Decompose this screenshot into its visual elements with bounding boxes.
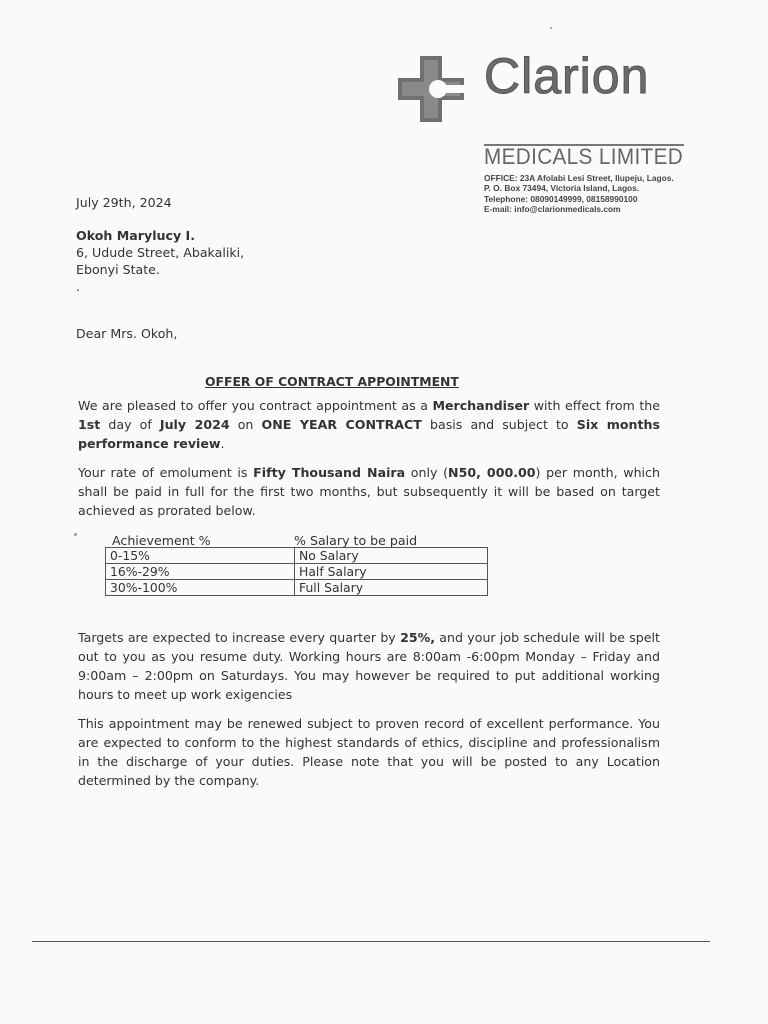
- contract-type: ONE YEAR CONTRACT: [261, 417, 422, 432]
- start-day: 1st: [78, 417, 101, 432]
- address-line: P. O. Box 73494, Victoria Island, Lagos.: [484, 183, 640, 194]
- table-header-salary: % Salary to be paid: [294, 533, 418, 548]
- address-line: OFFICE: 23A Afolabi Lesi Street, Ilupeju, Lagos.: [484, 173, 674, 183]
- company-subtitle: MEDICALS LIMITED: [484, 144, 684, 169]
- paragraph-emolument: [78, 463, 660, 520]
- text-run: Your rate of emolument is: [78, 465, 254, 480]
- target-increase: 25%,: [400, 630, 435, 645]
- text-run: .: [220, 436, 225, 451]
- text-run: day of: [100, 417, 160, 432]
- medical-cross-icon: [398, 56, 464, 122]
- company-address: [484, 173, 694, 215]
- address-line: E-mail: info@clarionmedicals.com: [484, 204, 621, 215]
- table-cell: Full Salary: [295, 580, 488, 596]
- salary-words: Fifty Thousand Naira: [253, 465, 406, 480]
- text-run: only (: [405, 465, 449, 480]
- paragraph-targets: [78, 628, 660, 704]
- recipient-block: [76, 227, 244, 278]
- letterhead: [398, 48, 698, 215]
- salary-amount: N50, 000.00: [448, 465, 536, 480]
- table-cell: No Salary: [295, 548, 488, 564]
- table-row: [106, 548, 488, 564]
- letter-date: July 29th, 2024: [76, 195, 172, 210]
- company-name: Clarion: [484, 48, 650, 104]
- recipient-address-line: Ebonyi State.: [76, 262, 160, 277]
- salutation: Dear Mrs. Okoh,: [76, 326, 178, 341]
- recipient-address-line: 6, Udude Street, Abakaliki,: [76, 245, 245, 260]
- text-run: with effect from the: [529, 398, 661, 413]
- achievement-table: [105, 547, 488, 596]
- address-line: Telephone: 08090149999, 08158990100: [484, 193, 638, 204]
- paragraph-renewal: This appointment may be renewed subject to proven record of excellent performance. You are expected to conform to the highest standards of ethics, discipline and professionalism in the discharge of your duties. Please note that you will be posted to any Location determined by the company.: [78, 716, 660, 788]
- text-run: on: [229, 417, 262, 432]
- recipient-name: Okoh Marylucy I.: [76, 228, 196, 243]
- text-run: We are pleased to offer you contract appointment as a: [78, 398, 433, 413]
- table-cell: 0-15%: [106, 548, 295, 564]
- letter-subject: OFFER OF CONTRACT APPOINTMENT: [205, 374, 459, 389]
- text-run: and your job schedule will be spelt out to you as you resume duty. Working hours are 8:00am -6:00pm Monday – Friday and 9:00am – 2:00pm on Saturdays. You may however be required to put additional working hours to meet up work exigencies: [78, 630, 660, 702]
- footer-rule: [32, 941, 710, 942]
- table-cell: 16%-29%: [106, 564, 295, 580]
- start-month: July 2024: [159, 417, 230, 432]
- table-cell: Half Salary: [295, 564, 488, 580]
- table-row: [106, 564, 488, 580]
- job-title: Merchandiser: [432, 398, 530, 413]
- text-run: ) per month, which shall be paid in full for the first two months, but subsequently it will be based on target achieved as prorated below.: [78, 465, 660, 518]
- scan-speck: [74, 533, 77, 536]
- table-cell: 30%-100%: [106, 580, 295, 596]
- scan-speck: [550, 27, 552, 29]
- table-row: [106, 580, 488, 596]
- text-run: basis and subject to: [421, 417, 577, 432]
- table-header-achievement: Achievement %: [112, 533, 211, 548]
- paragraph-offer: [78, 396, 660, 453]
- review-period: Six months performance review: [78, 417, 660, 451]
- text-run: Targets are expected to increase every quarter by: [78, 630, 401, 645]
- stray-dot: .: [76, 279, 81, 294]
